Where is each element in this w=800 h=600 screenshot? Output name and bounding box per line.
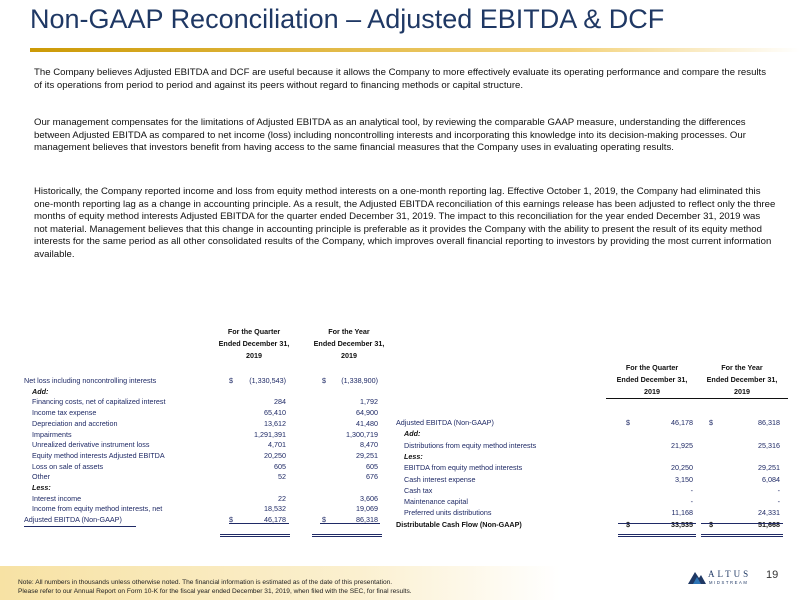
ebitda-cell-quarter: 20,250 bbox=[264, 450, 286, 460]
dcf-row-label: Cash tax bbox=[404, 485, 433, 495]
dcf-row-label: Add: bbox=[404, 429, 421, 439]
ebitda-rule bbox=[320, 523, 380, 524]
footer-note-line-1: Note: All numbers in thousands unless otherwise noted. The financial information is estimated as of the date of this presentation. bbox=[18, 579, 393, 586]
footer-note-line-2: Please refer to our Annual Report on Form 10-K for the fiscal year ended December 31, 2019, when filed with the SEC, for final results. bbox=[18, 588, 412, 595]
dcf-cell-year: 6,084 bbox=[762, 474, 780, 484]
header-line: For the Year bbox=[721, 363, 763, 372]
dcf-cell-year: 86,318 bbox=[758, 418, 780, 427]
dcf-rule bbox=[701, 534, 783, 537]
dcf-cell-quarter: 20,250 bbox=[671, 463, 693, 473]
dcf-row-label: Preferred units distributions bbox=[404, 508, 492, 518]
dcf-cell-quarter: 46,178 bbox=[671, 418, 693, 427]
footer-note bbox=[18, 578, 412, 596]
paragraph-2: Our management compensates for the limitations of Adjusted EBITDA as an analytical tool, by reviewing the comparable GAAP measure, understanding the differences between Adjusted EBITDA as compared to net income (loss) including noncontrolling interests and incorporating this knowledge into its decision-making processes. Our management believes that investors benefit from having access to the same financial measures that the Company uses in evaluating operating results. bbox=[34, 117, 746, 154]
ebitda-row-label: Interest income bbox=[32, 493, 82, 503]
header-line: For the Quarter bbox=[227, 327, 281, 336]
dcf-rule bbox=[618, 523, 696, 524]
ebitda-cell-year: 86,318 bbox=[356, 515, 378, 525]
dcf-row-label: Adjusted EBITDA (Non-GAAP) bbox=[396, 418, 494, 427]
dcf-dollar-sign: $ bbox=[709, 418, 713, 427]
logo-subtitle: MIDSTREAM bbox=[709, 580, 749, 585]
dcf-cell-year: 25,316 bbox=[758, 440, 780, 450]
ebitda-rule bbox=[24, 526, 136, 527]
ebitda-cell-year: 41,480 bbox=[356, 418, 378, 428]
ebitda-row-label: Impairments bbox=[32, 429, 72, 439]
dcf-cell-year: 24,331 bbox=[758, 508, 780, 518]
ebitda-row-label: Income from equity method interests, net bbox=[32, 504, 163, 514]
ebitda-cell-quarter: 22 bbox=[278, 493, 286, 503]
header-line: 2019 bbox=[341, 351, 357, 360]
dcf-header-quarter bbox=[606, 362, 698, 399]
dcf-cell-quarter: - bbox=[690, 497, 693, 507]
dcf-dollar-sign: $ bbox=[626, 519, 630, 529]
ebitda-cell-year: 605 bbox=[366, 461, 378, 471]
page-title: Non-GAAP Reconciliation – Adjusted EBITDA & DCF bbox=[30, 4, 665, 34]
ebitda-reconciliation-table bbox=[24, 326, 394, 546]
dcf-cell-quarter: 33,535 bbox=[671, 519, 693, 529]
dcf-cell-quarter: 21,925 bbox=[671, 440, 693, 450]
ebitda-cell-quarter: (1,330,543) bbox=[249, 376, 286, 385]
dcf-cell-quarter: 11,168 bbox=[671, 508, 693, 518]
ebitda-row-label: Unrealized derivative instrument loss bbox=[32, 440, 150, 450]
header-line: Ended December 31, bbox=[313, 339, 385, 348]
ebitda-cell-year: 1,792 bbox=[360, 397, 378, 407]
ebitda-cell-quarter: 284 bbox=[274, 397, 286, 407]
ebitda-dollar-sign: $ bbox=[322, 376, 326, 385]
dcf-row-label: Distributions from equity method interests bbox=[404, 440, 537, 450]
dcf-row-label: Cash interest expense bbox=[404, 474, 476, 484]
ebitda-cell-quarter: 18,532 bbox=[264, 504, 286, 514]
ebitda-rule bbox=[229, 523, 289, 524]
ebitda-cell-quarter: 13,612 bbox=[264, 418, 286, 428]
dcf-cell-quarter: - bbox=[690, 485, 693, 495]
ebitda-cell-year: 676 bbox=[366, 472, 378, 482]
dcf-rule bbox=[618, 534, 696, 537]
ebitda-row-label: Equity method interests Adjusted EBITDA bbox=[32, 450, 165, 460]
ebitda-row-label: Loss on sale of assets bbox=[32, 461, 104, 471]
ebitda-row-label: Less: bbox=[32, 483, 51, 492]
ebitda-cell-year: 19,069 bbox=[356, 504, 378, 514]
ebitda-cell-year: 8,470 bbox=[360, 440, 378, 450]
dcf-row-label: Distributable Cash Flow (Non-GAAP) bbox=[396, 519, 522, 529]
logo-wordmark: ALTUS bbox=[708, 569, 752, 579]
ebitda-cell-quarter: 52 bbox=[278, 472, 286, 482]
header-line: For the Quarter bbox=[625, 363, 679, 372]
header-line: 2019 bbox=[246, 351, 262, 360]
ebitda-cell-quarter: 1,291,391 bbox=[254, 429, 286, 439]
header-line: Ended December 31, bbox=[706, 375, 778, 384]
ebitda-cell-quarter: 65,410 bbox=[264, 408, 286, 418]
ebitda-cell-year: 29,251 bbox=[356, 450, 378, 460]
ebitda-row-label: Financing costs, net of capitalized interest bbox=[32, 397, 166, 407]
ebitda-row-label: Other bbox=[32, 472, 50, 482]
title-divider bbox=[30, 48, 800, 52]
ebitda-row-label: Depreciation and accretion bbox=[32, 418, 118, 428]
ebitda-row-label: Income tax expense bbox=[32, 408, 97, 418]
ebitda-header-quarter bbox=[214, 326, 294, 362]
page-number: 19 bbox=[766, 569, 779, 581]
dcf-row-label: Maintenance capital bbox=[404, 497, 468, 507]
dcf-cell-year: - bbox=[777, 485, 780, 495]
ebitda-cell-year: 64,900 bbox=[356, 408, 378, 418]
paragraph-1: The Company believes Adjusted EBITDA and DCF are useful because it allows the Company to more effectively evaluate its operating performance and compare the results of its operations from period to period and against its peers without regard to financing methods or capital structure. bbox=[34, 67, 766, 91]
dcf-dollar-sign: $ bbox=[709, 519, 713, 529]
paragraph-3: Historically, the Company reported income and loss from equity method interests on a one-month reporting lag. Effective October 1, 2019, the Company had eliminated this one-month reporting lag as a change in accounting principle. As a result, the Adjusted EBITDA reconciliation of this earnings release has been adjusted to reflect only the three months of equity method interests Adjusted EBITDA for the quarter ended December 31, 2019. The impact to this reconciliation for the year ended December 31, 2019 was not material. Management believes that this change in accounting principle is preferable as it provides the Company with the ability to present the result of its equity method interests for the same period as all other consolidated results of the Company, which improves overall financial reporting to investors by providing the most current information available. bbox=[34, 186, 776, 260]
ebitda-row-label: Add: bbox=[32, 386, 49, 396]
ebitda-dollar-sign: $ bbox=[229, 376, 233, 385]
ebitda-rule bbox=[220, 534, 290, 537]
dcf-cell-year: - bbox=[777, 497, 780, 507]
company-logo bbox=[688, 567, 758, 589]
dcf-dollar-sign: $ bbox=[626, 418, 630, 427]
dcf-row-label: EBITDA from equity method interests bbox=[404, 463, 523, 473]
dcf-row-label: Less: bbox=[404, 451, 423, 461]
ebitda-header-year bbox=[304, 326, 394, 362]
ebitda-row-label: Net loss including noncontrolling interests bbox=[24, 376, 157, 385]
header-line: For the Year bbox=[328, 327, 370, 336]
ebitda-dollar-sign: $ bbox=[322, 515, 326, 525]
header-line: 2019 bbox=[606, 386, 698, 399]
dcf-cell-year: 29,251 bbox=[758, 463, 780, 473]
ebitda-row-label: Adjusted EBITDA (Non-GAAP) bbox=[24, 515, 122, 525]
ebitda-cell-quarter: 46,178 bbox=[264, 515, 286, 525]
ebitda-dollar-sign: $ bbox=[229, 515, 233, 525]
ebitda-cell-year: (1,338,900) bbox=[341, 376, 378, 385]
dcf-reconciliation-table bbox=[396, 362, 796, 542]
header-line: Ended December 31, bbox=[616, 375, 688, 384]
ebitda-cell-year: 3,606 bbox=[360, 493, 378, 503]
ebitda-cell-quarter: 605 bbox=[274, 461, 286, 471]
header-line: 2019 bbox=[696, 386, 788, 399]
ebitda-cell-quarter: 4,701 bbox=[268, 440, 286, 450]
dcf-rule bbox=[701, 523, 783, 524]
header-line: Ended December 31, bbox=[218, 339, 290, 348]
dcf-cell-quarter: 3,150 bbox=[675, 474, 693, 484]
dcf-header-year bbox=[696, 362, 788, 399]
logo-mountain-icon bbox=[688, 570, 706, 584]
ebitda-rule bbox=[312, 534, 382, 537]
dcf-cell-year: 51,668 bbox=[758, 519, 780, 529]
ebitda-cell-year: 1,300,719 bbox=[346, 429, 378, 439]
